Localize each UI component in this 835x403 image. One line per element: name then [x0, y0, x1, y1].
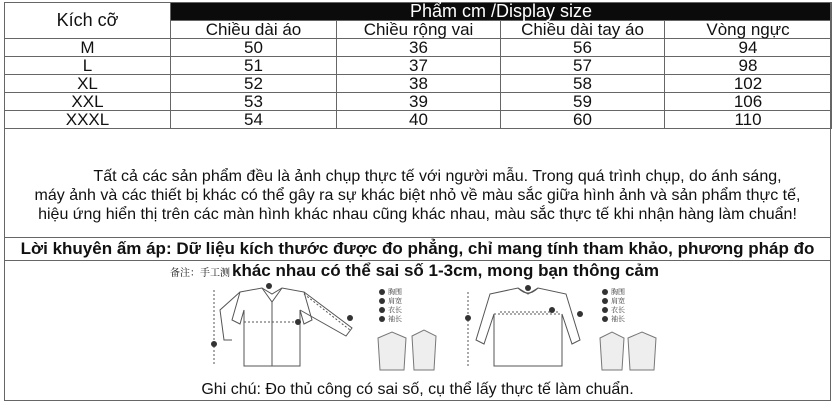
size-cell: XXL — [5, 93, 171, 111]
column-header: Chiều dài tay áo — [501, 21, 665, 39]
value-cell: 54 — [171, 111, 337, 129]
marker-3-icon — [465, 315, 471, 321]
value-cell: 56 — [501, 39, 665, 57]
value-cell: 60 — [501, 111, 665, 129]
table-row — [5, 75, 832, 93]
value-cell: 37 — [337, 57, 501, 75]
table-row — [5, 57, 832, 75]
marker-1-icon — [266, 283, 272, 289]
value-cell: 102 — [665, 75, 832, 93]
shirt-diagram-icon — [214, 288, 352, 366]
value-cell: 39 — [337, 93, 501, 111]
size-header: Kích cỡ — [5, 3, 171, 39]
thumbnail-shirt-icon — [378, 330, 436, 370]
footer-note: Ghi chú: Đo thủ công có sai số, cụ thể lấy thực tế làm chuẩn. — [201, 381, 634, 398]
value-cell: 53 — [171, 93, 337, 111]
marker-3-icon — [211, 341, 217, 347]
table-title: Phẩm cm /Display size — [171, 3, 832, 21]
value-cell: 50 — [171, 39, 337, 57]
value-cell: 36 — [337, 39, 501, 57]
legend-label: 肩宽 — [388, 297, 402, 305]
value-cell: 110 — [665, 111, 832, 129]
size-cell: XL — [5, 75, 171, 93]
notes-line: Tất cả các sản phẩm đều là ảnh chụp thực tế với người mẫu. Trong quá trình chụp, do ánh sáng, — [93, 168, 782, 185]
notes-line: hiệu ứng hiển thị trên các màn hình khác nhau cũng khác nhau, màu sắc thực tế khi nhận hàng làm chuẩn! — [38, 206, 797, 223]
column-header: Chiều rộng vai — [337, 21, 501, 39]
value-cell: 59 — [501, 93, 665, 111]
advice-small-prefix: 备注：手工测 — [170, 268, 230, 279]
value-cell: 51 — [171, 57, 337, 75]
measurement-illustration — [200, 280, 660, 376]
marker-4-icon — [577, 311, 583, 317]
table-row — [5, 111, 832, 129]
value-cell: 57 — [501, 57, 665, 75]
value-cell: 40 — [337, 111, 501, 129]
value-cell: 106 — [665, 93, 832, 111]
value-cell: 94 — [665, 39, 832, 57]
column-header: Vòng ngực — [665, 21, 832, 39]
value-cell: 38 — [337, 75, 501, 93]
sweater-diagram-icon — [468, 288, 580, 366]
size-cell: XXXL — [5, 111, 171, 129]
value-cell: 52 — [171, 75, 337, 93]
legend-label: 胸围 — [388, 288, 402, 296]
notes-line: máy ảnh và các thiết bị khác có thể gây ra sự khác biệt nhỏ về màu sắc giữa hình ảnh và sản phẩm thực tế, — [34, 187, 801, 204]
legend-label: 胸围 — [611, 288, 625, 296]
marker-2-icon — [549, 307, 555, 313]
marker-4-icon — [347, 315, 353, 321]
size-cell: M — [5, 39, 171, 57]
legend-left — [379, 287, 402, 323]
advice-line: Lời khuyên ấm áp: Dữ liệu kích thước được đo phẳng, chỉ mang tính tham khảo, phương pháp đo — [4, 238, 831, 261]
legend-label: 衣长 — [388, 306, 402, 314]
advice-text: khác nhau có thể sai số 1-3cm, mong bạn thông cảm — [232, 261, 659, 280]
thumbnail-sweater-icon — [600, 332, 656, 370]
notes-block — [4, 161, 831, 238]
legend-right — [602, 287, 625, 323]
table-row — [5, 93, 832, 111]
value-cell: 58 — [501, 75, 665, 93]
legend-label: 袖长 — [388, 315, 402, 323]
marker-1-icon — [525, 285, 531, 291]
legend-label: 肩宽 — [611, 297, 625, 305]
table-row — [5, 39, 832, 57]
size-table — [4, 2, 832, 129]
column-header: Chiều dài áo — [171, 21, 337, 39]
size-cell: L — [5, 57, 171, 75]
marker-2-icon — [295, 319, 301, 325]
value-cell: 98 — [665, 57, 832, 75]
legend-label: 衣长 — [611, 306, 625, 314]
legend-label: 袖长 — [611, 315, 625, 323]
